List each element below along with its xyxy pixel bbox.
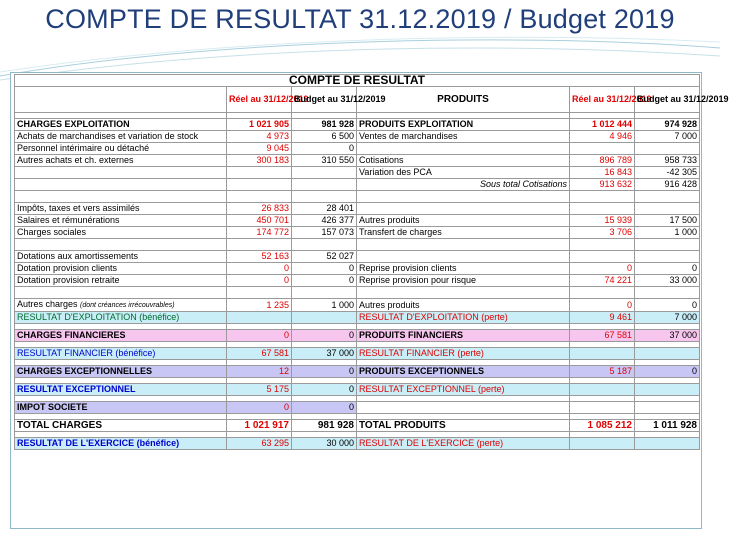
result-row: RESULTAT D'EXPLOITATION (bénéfice) RESULTAT D'EXPLOITATION (perte) 9 461 7 000 [15,312,700,324]
header-reel: Réel au 31/12/2019 [227,87,292,113]
table-row: Impôts, taxes et vers assimilés 26 833 28 401 [15,203,700,215]
income-statement-table [14,73,729,450]
table-row: CHARGES EXCEPTIONNELLES 12 0 PRODUITS EXCEPTIONNELS 5 187 0 [15,366,700,378]
result-row: RESULTAT FINANCIER (bénéfice) 67 581 37 000 RESULTAT FINANCIER (perte) [15,348,700,360]
table-row: Autres charges (dont créances irrécouvrables) 1 235 1 000 Autres produits 0 0 [15,299,700,312]
table-row: Dotations aux amortissements 52 163 52 027 [15,251,700,263]
table-row: Dotation provision retraite 0 0 Reprise provision pour risque 74 221 33 000 [15,275,700,287]
table-row: Dotation provision clients 0 0 Reprise provision clients 0 0 [15,263,700,275]
table-row: CHARGES EXPLOITATION 1 021 905 981 928 PRODUITS EXPLOITATION 1 012 444 974 928 [15,119,700,131]
page-title: COMPTE DE RESULTAT 31.12.2019 / Budget 2019 [45,4,675,34]
table-row: Autres achats et ch. externes 300 183 310 550 Cotisations 896 789 958 733 [15,155,700,167]
table-row: Personnel intérimaire ou détaché 9 045 0 [15,143,700,155]
table-row: CHARGES FINANCIERES 0 0 PRODUITS FINANCIERS 67 581 37 000 [15,330,700,342]
table-row [15,239,700,251]
table-row: Salaires et rémunérations 450 701 426 377 Autres produits 15 939 17 500 [15,215,700,227]
header-blank [15,87,227,113]
header-budget-2: Budget au 31/12/2019 [635,87,700,113]
total-row: TOTAL CHARGES 1 021 917 981 928 TOTAL PRODUITS 1 085 212 1 011 928 [15,420,700,432]
table-row: Achats de marchandises et variation de stock 4 973 6 500 Ventes de marchandises 4 946 7 000 [15,131,700,143]
table-row: Variation des PCA 16 843 -42 305 [15,167,700,179]
table-heading-row [15,75,700,87]
table-row: IMPOT SOCIETE 0 0 [15,402,700,414]
header-reel-2: Réel au 31/12/2019 [570,87,635,113]
column-header-row [15,87,700,113]
autres-charges-note: (dont créances irrécouvrables) [80,302,175,309]
header-budget: Budget au 31/12/2019 [292,87,357,113]
header-produits: PRODUITS [357,87,570,113]
table-row [15,191,700,203]
table-row: Charges sociales 174 772 157 073 Transfert de charges 3 706 1 000 [15,227,700,239]
result-row: RESULTAT EXCEPTIONNEL 5 175 0 RESULTAT EXCEPTIONNEL (perte) [15,384,700,396]
autres-charges-label: Autres charges [17,299,78,309]
table-heading: COMPTE DE RESULTAT [15,75,700,87]
subtotal-row: Sous total Cotisations 913 632 916 428 [15,179,700,191]
result-row: RESULTAT DE L'EXERCICE (bénéfice) 63 295 30 000 RESULTAT DE L'EXERCICE (perte) [15,438,700,450]
table-row [15,287,700,299]
